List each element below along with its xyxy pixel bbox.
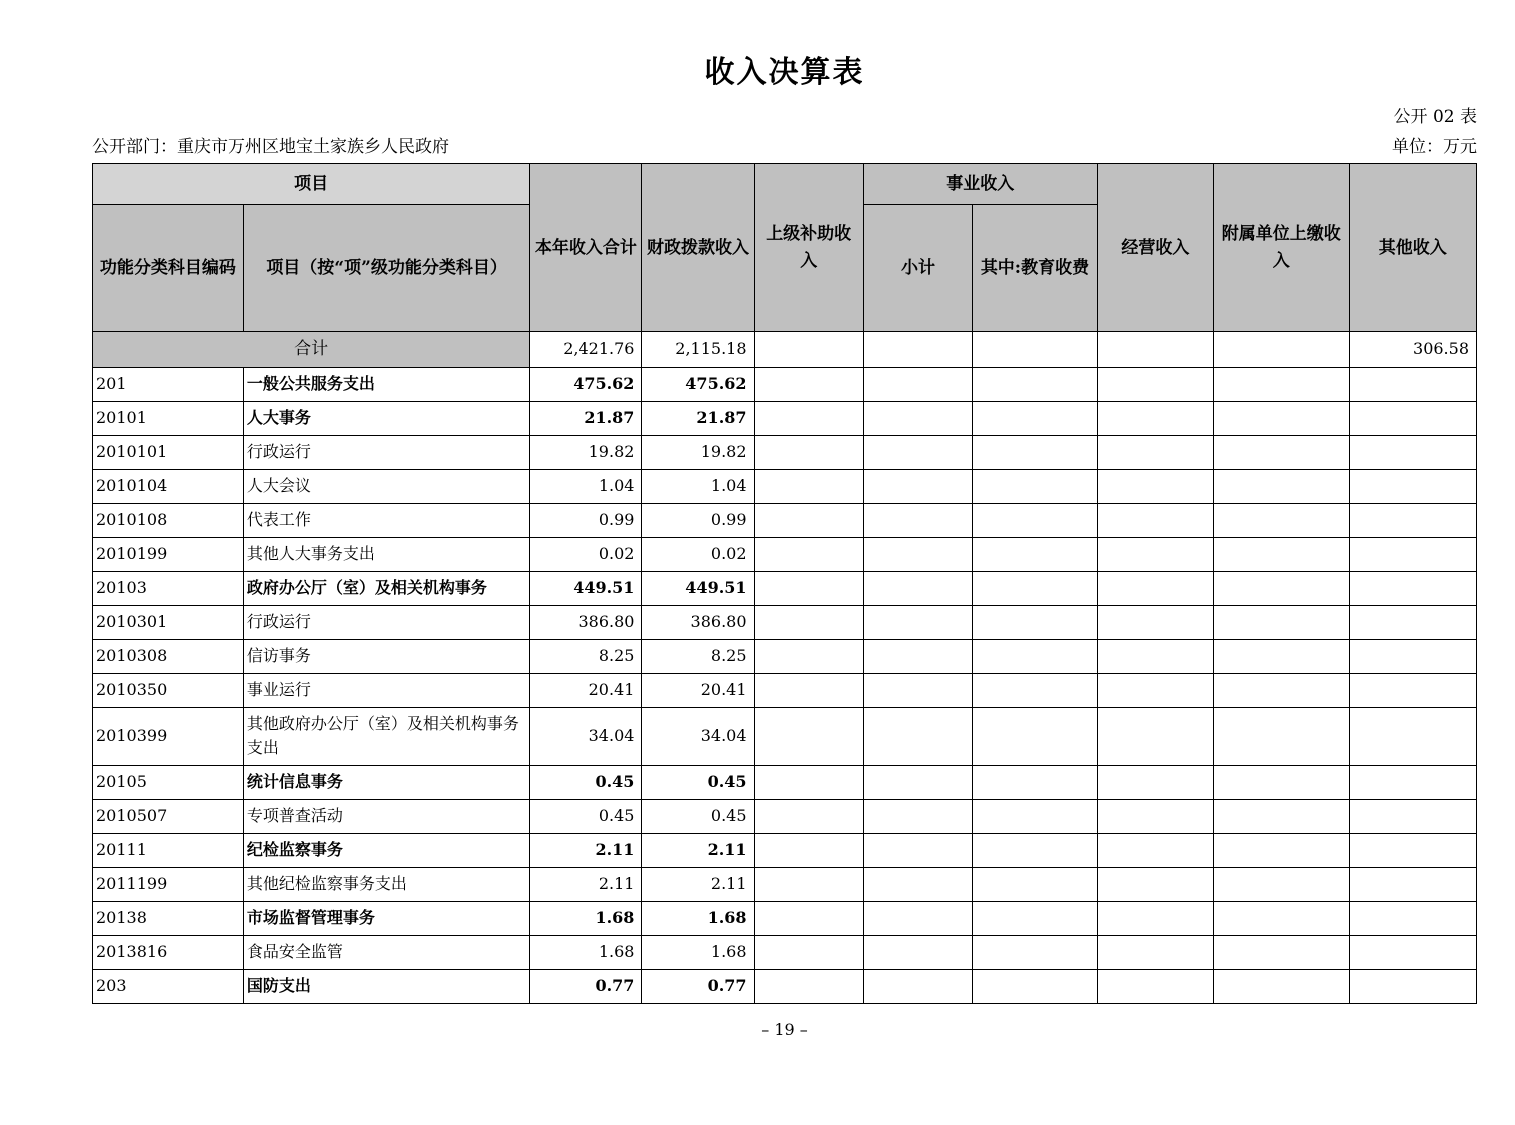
cell-operating [1097, 332, 1213, 367]
cell-total: 0.99 [530, 503, 642, 537]
cell-subtotal [863, 868, 972, 902]
cell-total: 8.25 [530, 639, 642, 673]
cell-function-code: 20111 [93, 834, 244, 868]
cell-operating [1097, 537, 1213, 571]
document-page [0, 56, 1515, 1039]
cell-fiscal: 0.99 [642, 503, 754, 537]
cell-total: 2.11 [530, 868, 642, 902]
cell-subtotal [863, 902, 972, 936]
cell-fiscal: 2.11 [642, 868, 754, 902]
table-row [93, 766, 1477, 800]
cell-subtotal [863, 936, 972, 970]
cell-education [973, 605, 1098, 639]
cell-operating [1097, 766, 1213, 800]
cell-education [973, 332, 1098, 367]
cell-operating [1097, 707, 1213, 766]
cell-education [973, 707, 1098, 766]
cell-affiliated [1213, 936, 1349, 970]
cell-function-code: 2010108 [93, 503, 244, 537]
cell-operating [1097, 401, 1213, 435]
income-table [92, 163, 1477, 1004]
cell-subtotal [863, 800, 972, 834]
cell-education [973, 800, 1098, 834]
cell-function-code: 2013816 [93, 936, 244, 970]
cell-subtotal [863, 469, 972, 503]
cell-education [973, 537, 1098, 571]
cell-superior [754, 902, 863, 936]
cell-other [1349, 800, 1476, 834]
cell-education [973, 834, 1098, 868]
cell-affiliated [1213, 435, 1349, 469]
cell-other [1349, 367, 1476, 401]
cell-affiliated [1213, 970, 1349, 1004]
cell-fiscal: 19.82 [642, 435, 754, 469]
cell-operating [1097, 571, 1213, 605]
header-item-name: 项目（按“项”级功能分类科目） [243, 205, 530, 332]
cell-affiliated [1213, 707, 1349, 766]
cell-superior [754, 639, 863, 673]
table-code-label: 公开 02 表 [1393, 106, 1477, 127]
header-fiscal-income: 财政拨款收入 [642, 164, 754, 332]
cell-item-name: 人大会议 [243, 469, 530, 503]
cell-item-name: 市场监督管理事务 [243, 902, 530, 936]
table-row [93, 902, 1477, 936]
cell-total: 2,421.76 [530, 332, 642, 367]
cell-function-code: 2010199 [93, 537, 244, 571]
meta-row [92, 137, 1477, 157]
cell-operating [1097, 469, 1213, 503]
cell-fiscal: 1.04 [642, 469, 754, 503]
cell-other [1349, 401, 1476, 435]
table-body [93, 332, 1477, 1004]
cell-superior [754, 401, 863, 435]
page-number: – 19 – [761, 1020, 808, 1040]
cell-subtotal [863, 605, 972, 639]
cell-other [1349, 605, 1476, 639]
cell-other [1349, 639, 1476, 673]
cell-fiscal: 0.77 [642, 970, 754, 1004]
cell-item-name: 纪检监察事务 [243, 834, 530, 868]
cell-item-name: 国防支出 [243, 970, 530, 1004]
cell-total: 21.87 [530, 401, 642, 435]
cell-subtotal [863, 766, 972, 800]
cell-affiliated [1213, 332, 1349, 367]
cell-other [1349, 834, 1476, 868]
cell-operating [1097, 800, 1213, 834]
cell-function-code: 201 [93, 367, 244, 401]
cell-affiliated [1213, 469, 1349, 503]
cell-function-code: 20101 [93, 401, 244, 435]
cell-affiliated [1213, 503, 1349, 537]
header-function-code: 功能分类科目编码 [93, 205, 244, 332]
table-row [93, 367, 1477, 401]
table-row [93, 401, 1477, 435]
cell-subtotal [863, 639, 972, 673]
cell-affiliated [1213, 401, 1349, 435]
cell-function-code: 2010101 [93, 435, 244, 469]
cell-total: 0.45 [530, 766, 642, 800]
cell-item-name: 人大事务 [243, 401, 530, 435]
cell-function-code: 2011199 [93, 868, 244, 902]
cell-item-name: 行政运行 [243, 605, 530, 639]
cell-subtotal [863, 503, 972, 537]
cell-affiliated [1213, 902, 1349, 936]
cell-education [973, 571, 1098, 605]
cell-item-name: 其他人大事务支出 [243, 537, 530, 571]
cell-subtotal [863, 673, 972, 707]
table-row [93, 469, 1477, 503]
cell-affiliated [1213, 367, 1349, 401]
cell-other [1349, 673, 1476, 707]
cell-item-name: 一般公共服务支出 [243, 367, 530, 401]
table-row [93, 800, 1477, 834]
cell-other [1349, 435, 1476, 469]
cell-fiscal: 20.41 [642, 673, 754, 707]
cell-education [973, 367, 1098, 401]
cell-superior [754, 332, 863, 367]
cell-operating [1097, 936, 1213, 970]
cell-fiscal: 21.87 [642, 401, 754, 435]
cell-education [973, 503, 1098, 537]
cell-operating [1097, 834, 1213, 868]
cell-other [1349, 537, 1476, 571]
table-header [93, 164, 1477, 332]
cell-item-name: 行政运行 [243, 435, 530, 469]
table-row [93, 868, 1477, 902]
table-row [93, 707, 1477, 766]
cell-affiliated [1213, 766, 1349, 800]
header-business-income-group: 事业收入 [863, 164, 1097, 205]
cell-education [973, 936, 1098, 970]
cell-superior [754, 537, 863, 571]
cell-item-name: 事业运行 [243, 673, 530, 707]
cell-superior [754, 707, 863, 766]
cell-superior [754, 800, 863, 834]
cell-other [1349, 868, 1476, 902]
cell-other [1349, 902, 1476, 936]
cell-superior [754, 673, 863, 707]
cell-fiscal: 8.25 [642, 639, 754, 673]
table-row [93, 605, 1477, 639]
cell-operating [1097, 673, 1213, 707]
cell-item-name: 食品安全监管 [243, 936, 530, 970]
cell-fiscal: 2.11 [642, 834, 754, 868]
cell-superior [754, 605, 863, 639]
cell-function-code: 2010350 [93, 673, 244, 707]
cell-operating [1097, 605, 1213, 639]
header-other-income: 其他收入 [1349, 164, 1476, 332]
cell-item-name: 统计信息事务 [243, 766, 530, 800]
cell-function-code: 2010104 [93, 469, 244, 503]
cell-other [1349, 469, 1476, 503]
cell-affiliated [1213, 605, 1349, 639]
cell-education [973, 469, 1098, 503]
cell-item-name: 信访事务 [243, 639, 530, 673]
cell-superior [754, 367, 863, 401]
cell-other [1349, 503, 1476, 537]
cell-fiscal: 1.68 [642, 936, 754, 970]
cell-operating [1097, 868, 1213, 902]
cell-education [973, 673, 1098, 707]
cell-other [1349, 571, 1476, 605]
cell-total: 20.41 [530, 673, 642, 707]
cell-fiscal: 0.45 [642, 766, 754, 800]
cell-fiscal: 386.80 [642, 605, 754, 639]
table-row [93, 435, 1477, 469]
cell-total: 34.04 [530, 707, 642, 766]
cell-function-code: 2010399 [93, 707, 244, 766]
cell-superior [754, 766, 863, 800]
cell-affiliated [1213, 834, 1349, 868]
table-row [93, 970, 1477, 1004]
header-subtotal: 小计 [863, 205, 972, 332]
cell-affiliated [1213, 639, 1349, 673]
cell-other [1349, 936, 1476, 970]
cell-affiliated [1213, 673, 1349, 707]
table-row [93, 936, 1477, 970]
cell-total: 0.02 [530, 537, 642, 571]
cell-total: 1.04 [530, 469, 642, 503]
cell-total: 475.62 [530, 367, 642, 401]
cell-subtotal [863, 970, 972, 1004]
cell-total: 2.11 [530, 834, 642, 868]
table-row [93, 673, 1477, 707]
cell-item-name: 政府办公厅（室）及相关机构事务 [243, 571, 530, 605]
cell-function-code: 20103 [93, 571, 244, 605]
cell-education [973, 970, 1098, 1004]
cell-education [973, 401, 1098, 435]
cell-affiliated [1213, 537, 1349, 571]
cell-subtotal [863, 332, 972, 367]
cell-operating [1097, 367, 1213, 401]
cell-subtotal [863, 367, 972, 401]
cell-total: 1.68 [530, 936, 642, 970]
cell-affiliated [1213, 571, 1349, 605]
cell-item-name: 其他政府办公厅（室）及相关机构事务支出 [243, 707, 530, 766]
unit-label: 单位：万元 [1392, 136, 1477, 157]
cell-function-code: 2010308 [93, 639, 244, 673]
cell-item-name: 代表工作 [243, 503, 530, 537]
cell-fiscal: 1.68 [642, 902, 754, 936]
header-project-group: 项目 [93, 164, 530, 205]
cell-education [973, 639, 1098, 673]
cell-affiliated [1213, 868, 1349, 902]
header-education-fee: 其中:教育收费 [973, 205, 1098, 332]
header-operating-income: 经营收入 [1097, 164, 1213, 332]
cell-superior [754, 834, 863, 868]
cell-superior [754, 936, 863, 970]
cell-function-code: 20138 [93, 902, 244, 936]
cell-subtotal [863, 537, 972, 571]
cell-function-code: 203 [93, 970, 244, 1004]
table-row [93, 503, 1477, 537]
cell-operating [1097, 902, 1213, 936]
cell-operating [1097, 503, 1213, 537]
table-row [93, 571, 1477, 605]
cell-education [973, 435, 1098, 469]
cell-education [973, 766, 1098, 800]
cell-function-code: 2010507 [93, 800, 244, 834]
cell-function-code: 2010301 [93, 605, 244, 639]
cell-operating [1097, 435, 1213, 469]
cell-total: 1.68 [530, 902, 642, 936]
cell-superior [754, 435, 863, 469]
cell-item-name: 其他纪检监察事务支出 [243, 868, 530, 902]
cell-operating [1097, 970, 1213, 1004]
cell-subtotal [863, 401, 972, 435]
department-label: 公开部门：重庆市万州区地宝土家族乡人民政府 [92, 136, 449, 157]
table-row [93, 537, 1477, 571]
header-affiliated-income: 附属单位上缴收入 [1213, 164, 1349, 332]
cell-total: 0.45 [530, 800, 642, 834]
cell-subtotal [863, 707, 972, 766]
header-superior-subsidy: 上级补助收入 [754, 164, 863, 332]
cell-superior [754, 970, 863, 1004]
cell-superior [754, 503, 863, 537]
cell-education [973, 902, 1098, 936]
cell-other [1349, 766, 1476, 800]
cell-affiliated [1213, 800, 1349, 834]
cell-item-name: 专项普查活动 [243, 800, 530, 834]
cell-total: 449.51 [530, 571, 642, 605]
header-year-total: 本年收入合计 [530, 164, 642, 332]
row-total-label: 合计 [93, 332, 530, 367]
table-row [93, 639, 1477, 673]
table-row [93, 834, 1477, 868]
cell-subtotal [863, 834, 972, 868]
cell-total: 19.82 [530, 435, 642, 469]
cell-superior [754, 469, 863, 503]
cell-operating [1097, 639, 1213, 673]
cell-fiscal: 2,115.18 [642, 332, 754, 367]
cell-other [1349, 970, 1476, 1004]
cell-superior [754, 571, 863, 605]
cell-fiscal: 0.02 [642, 537, 754, 571]
cell-fiscal: 449.51 [642, 571, 754, 605]
cell-subtotal [863, 571, 972, 605]
cell-other: 306.58 [1349, 332, 1476, 367]
cell-superior [754, 868, 863, 902]
cell-fiscal: 475.62 [642, 367, 754, 401]
cell-fiscal: 0.45 [642, 800, 754, 834]
cell-education [973, 868, 1098, 902]
total-row [93, 332, 1477, 367]
cell-other [1349, 707, 1476, 766]
cell-function-code: 20105 [93, 766, 244, 800]
cell-fiscal: 34.04 [642, 707, 754, 766]
page-title: 收入决算表 [704, 55, 865, 90]
cell-total: 0.77 [530, 970, 642, 1004]
cell-subtotal [863, 435, 972, 469]
cell-total: 386.80 [530, 605, 642, 639]
